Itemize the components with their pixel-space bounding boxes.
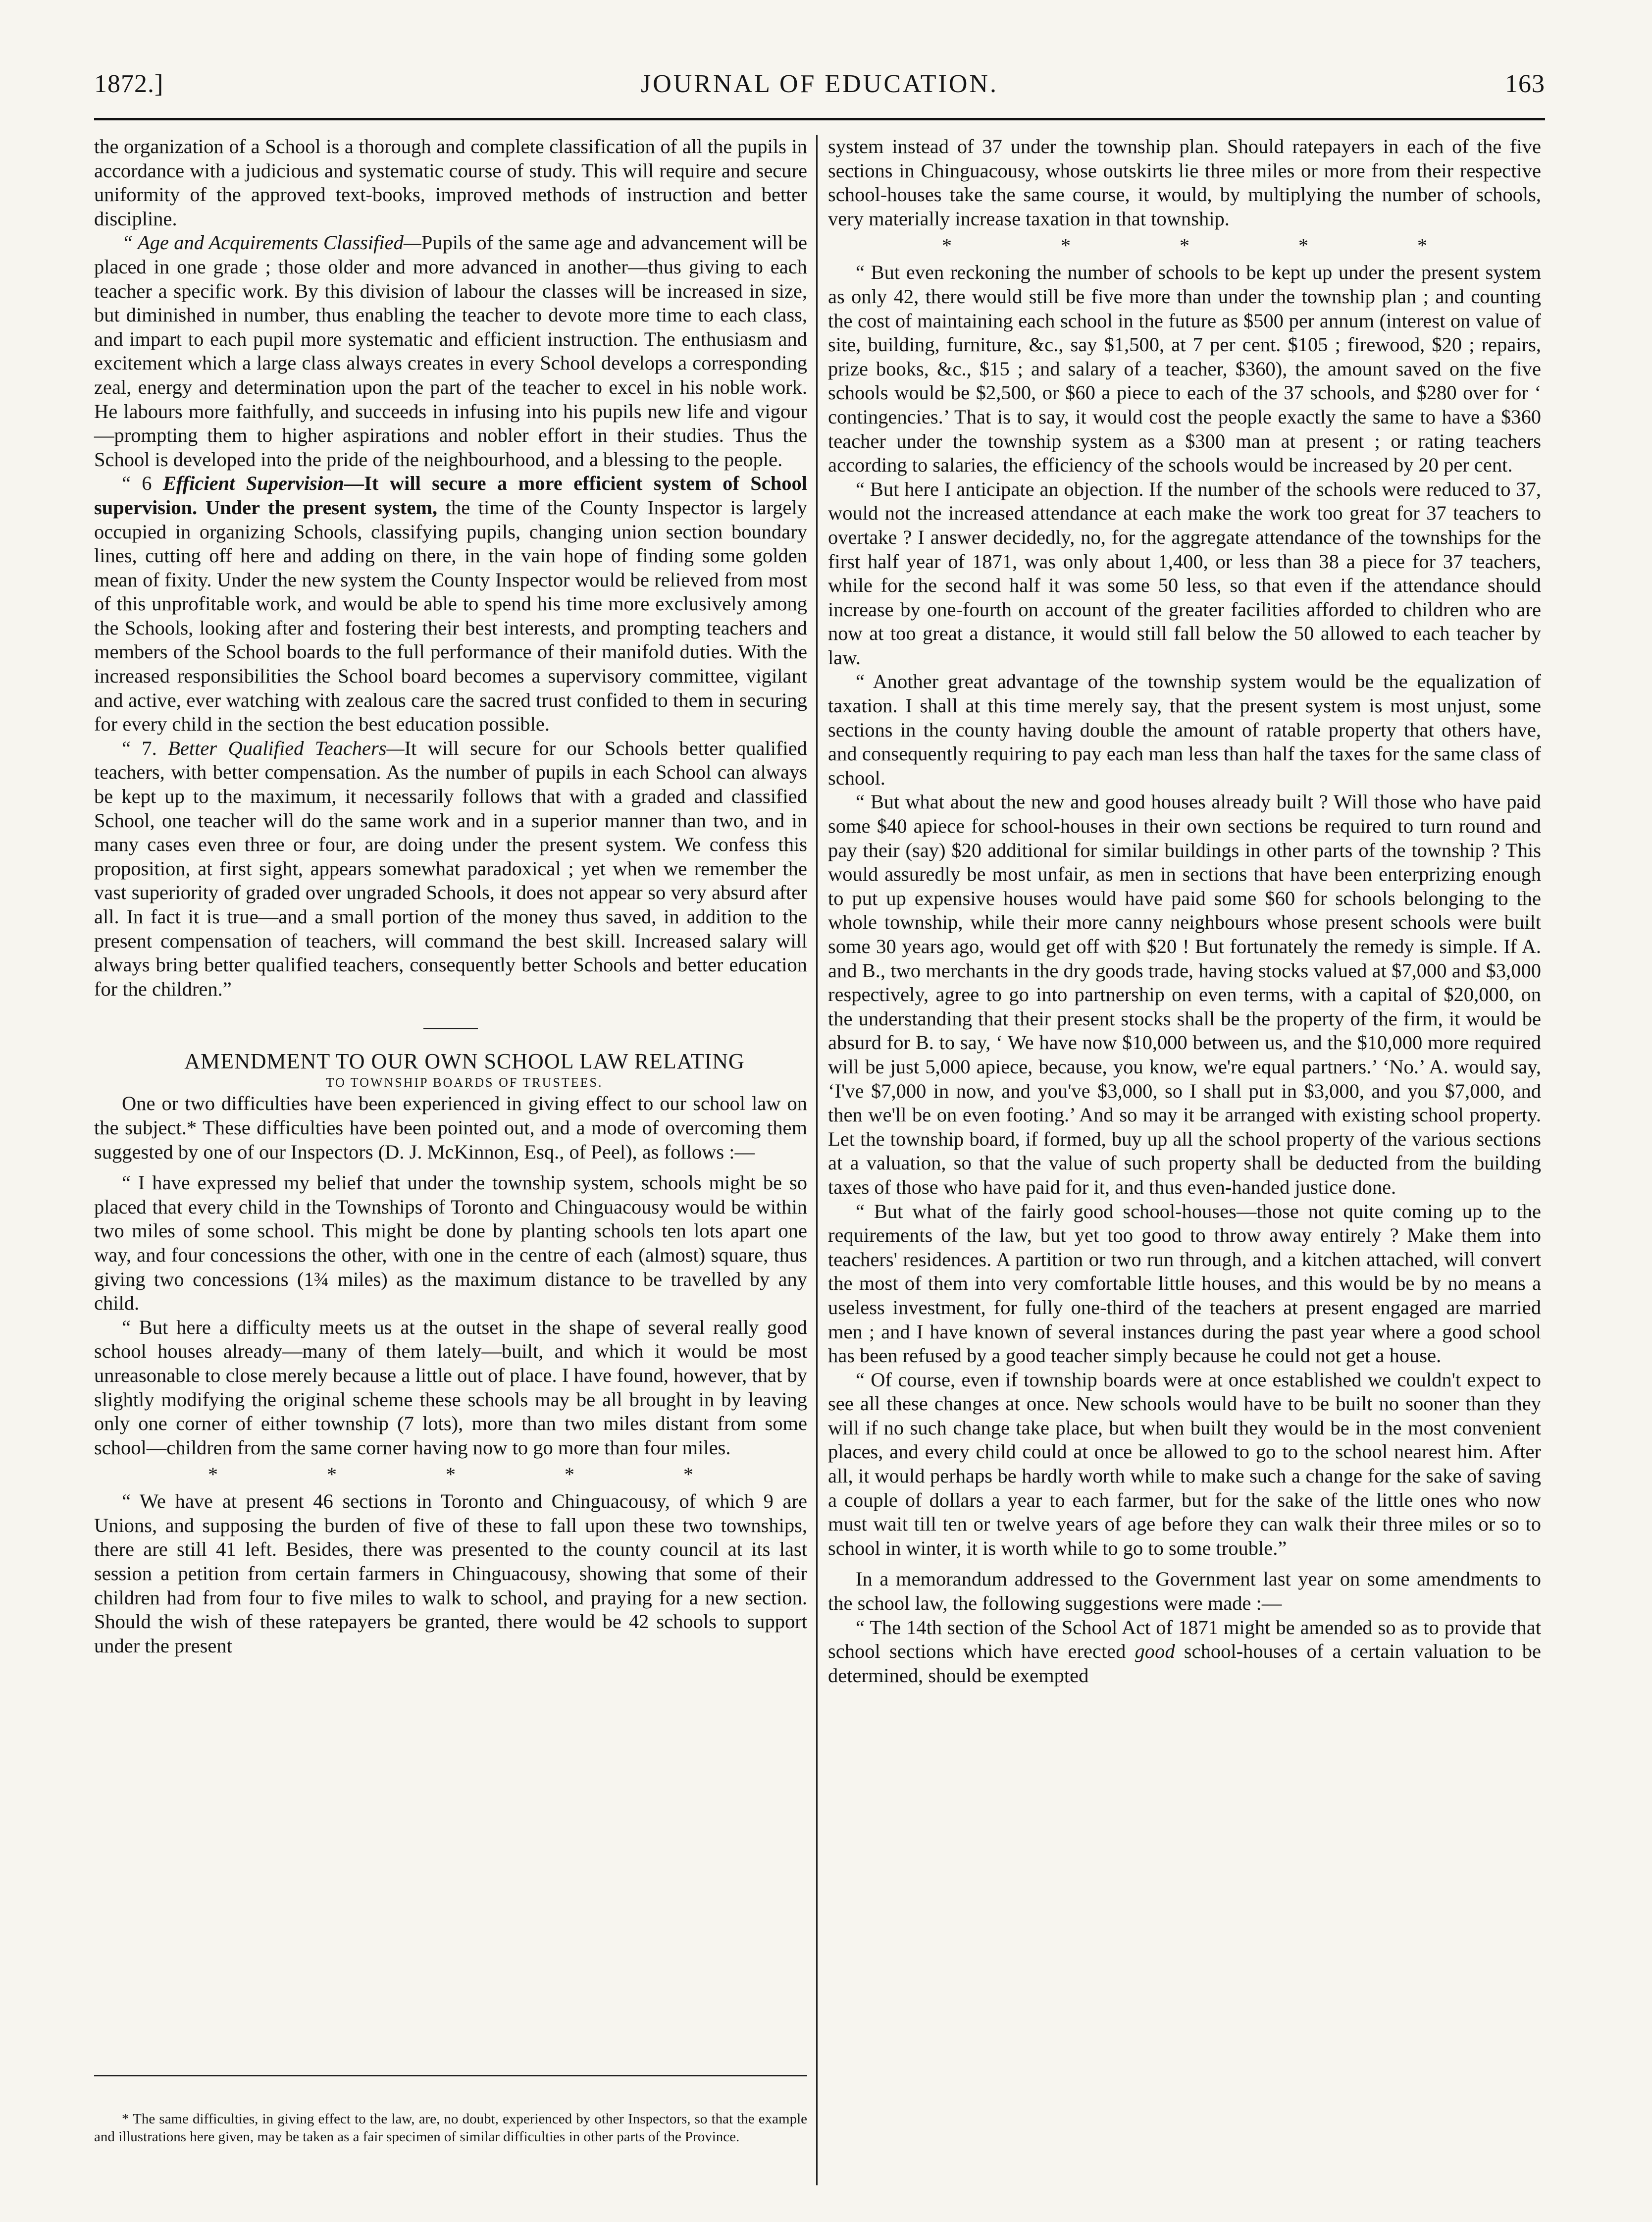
teachers-prefix: “ 7.: [122, 737, 168, 759]
right-column: [828, 135, 1541, 2190]
left-column: [94, 135, 807, 2146]
column-divider: [816, 135, 818, 2185]
section-title: AMENDMENT TO OUR OWN SCHOOL LAW RELATING: [184, 1049, 745, 1074]
right-paragraph-1: system instead of 37 under the township plan. Should ratepayers in each of the five sections in Chinguacousy, whose outskirts lie three miles or more from their respective school-houses take the same course, it would, by multiplying the number of schools, very materially increase taxation in that township.: [828, 135, 1541, 230]
left-paragraph-6: “ I have expressed my belief that under the township system, schools might be so placed that every child in the Townships of Toronto and Chinguacousy would be within two miles of some school. This might be done by planting schools ten lots apart one way, and four concessions the other, with one in the centre of each (almost) square, thus giving two concessions (1¾ miles) as the maximum distance to be travelled by any child.: [94, 1171, 807, 1315]
supervision-prefix: “ 6: [122, 472, 163, 495]
right-paragraph-7: “ Of course, even if township boards were at once established we couldn't expect to see all these changes at once. New schools would have to be built no sooner than they will if no such change take place, but when built they would be in the most convenient places, and every child could at once be allowed to go to the school nearest him. After all, it would perhaps be hardly worth while to make such a change for the sake of saving a couple of dollars a year to each farmer, but for the sake of the little ones who now must wait till ten or twelve years of age before they can walk their three miles or so to school in winter, it is worth while to go to some trouble.”: [828, 1368, 1541, 1559]
teachers-body: It will secure for our Schools better qualified teachers, with better compensation. As the number of pupils in each School can always be kept up to the maximum, it necessarily follows that with a graded and classified School, one teacher will do the same work and in a superior manner than two, and in many cases even three or four, are doing under the present system. We confess this proposition, at first sight, appears somewhat paradoxical ; yet when we remember the vast superiority of graded over ungraded Schools, it does not appear so very absurd after all. In fact it is true—and a small portion of the money thus saved, in addition to the present compensation of teachers, will command the best skill. Increased salary will always bring better qualified teachers, consequently better Schools and better education for the children.”: [94, 737, 807, 1000]
supervision-heading: Efficient Supervision—: [162, 472, 364, 495]
section-subtitle: TO TOWNSHIP BOARDS OF TRUSTEES.: [326, 1075, 603, 1090]
supervision-body: the time of the County Inspector is largely occupied in organizing Schools, classifying pupils, changing union section boundary lines, cutting off here and adding on there, in the vain hope of finding some golden mean of fixity. Under the new system the County Inspector would be relieved from most of this unprofitable work, and would be able to spend his time more exclusively among the Schools, looking after and fostering their best interests, and prompting teachers and members of the School boards to the full performance of their manifold duties. With the increased responsibilities the School board becomes a supervisory committee, vigilant and active, ever watching with zealous care the sacred trust confided to them in securing for every child in the section the best education possible.: [94, 496, 807, 736]
right-paragraph-5: “ But what about the new and good houses already built ? Will those who have paid some $40 apiece for school-houses in their own sections be required to turn round and pay their (say) $20 additional for similar buildings in other parts of the township ? This would assuredly be most unfair, as men in sections that have been enterprizing enough to put up expensive houses would have paid some $60 for schools belonging to the whole township, while their more canny neighbours whose present schools were built some 30 years ago, would get off with $20 ! But fortunately the remedy is simple. If A. and B., two merchants in the dry goods trade, having stocks valued at $7,000 and $3,000 respectively, agree to go into partnership on even terms, with a capital of $20,000, on the understanding that their present stocks shall be the property of the firm, it would be absurd for B. to say, ‘ We have now $10,000 between us, and the $10,000 more required will be just 5,000 apiece, because, you know, we're equal partners.’ ‘No.’ A. would say, ‘I've $7,000 in now, and you've $3,000, so I shall put in $3,000, and you $7,000, and then we'll be on even footing.’ And so may it be arranged with existing school property. Let the township board, if formed, buy up all the school property of the various sections at a valuation, so that the value of such property shall be deducted from the building taxes of those who have paid for it, and thus even-handed justice done.: [828, 791, 1541, 1198]
footnote-rule: [94, 2075, 807, 2076]
age-acquirements-heading: “ Age and Acquirements Classified—: [122, 231, 421, 254]
journal-title: JOURNAL OF EDUCATION.: [641, 70, 998, 98]
right-paragraph-8: In a memorandum addressed to the Government last year on some amendments to the school law, the following suggestions were made :—: [828, 1568, 1541, 1615]
left-paragraph-2: [94, 231, 807, 472]
right-paragraph-9: [828, 1616, 1541, 1688]
amendment-text-end: school-houses of a certain valuation to be determined, should be exempted: [828, 1640, 1541, 1687]
right-star-separator: * * * * *: [942, 234, 1427, 257]
footnote: * The same difficulties, in giving effect to the law, are, no doubt, experienced by other Inspectors, so that the example and illustrations here given, may be taken as a fair specimen of similar difficulties in other parts of the Province.: [94, 2111, 807, 2145]
amendment-text-start: “ The 14th section of the School Act of 1871 might be amended so as to provide that school sections which have erected: [828, 1616, 1541, 1663]
header-year: 1872.]: [94, 70, 164, 98]
left-paragraph-4: [94, 737, 807, 1002]
left-paragraph-7: “ But here a difficulty meets us at the outset in the shape of several really good school houses already—many of them lately—built, and which it would be most unreasonable to close merely because a little out of place. I have found, however, that by slightly modifying the original scheme these schools may be all brought in by leaving only one corner of either township (7 lots), more than two miles distant from some school—children from the same corner having now to go more than four miles.: [94, 1316, 807, 1459]
page-number: 163: [1505, 70, 1545, 98]
page-header: [94, 69, 1545, 107]
left-star-separator: * * * * *: [208, 1463, 693, 1486]
left-paragraph-1: the organization of a School is a thorough and complete classification of all the pupils in accordance with a judicious and systematic course of study. This will require and secure uniformity of the approved text-books, improved methods of instruction and better discipline.: [94, 135, 807, 230]
right-paragraph-2: “ But even reckoning the number of schools to be kept up under the present system as only 42, there would still be five more than under the township plan ; and counting the cost of maintaining each school in the future as $500 per annum (interest on value of site, building, furniture, &c., say $1,500, at 7 per cent. $105 ; firewood, $20 ; repairs, prize books, &c., $15 ; and salary of a teacher, $360), the amount saved on the five schools would be $2,500, or $60 a piece to each of the 37 schools, and $280 over for ‘ contingencies.’ That is to say, it would cost the people exactly the same to have a $360 teacher under the township system as a $300 man at present ; or rating teachers according to salaries, the efficiency of the schools would be increased by 20 per cent.: [828, 261, 1541, 476]
supervision-bold-text: It will secure a more efficient system of School supervision. Under the present system,: [94, 472, 807, 519]
section-separator-rule: [423, 1028, 478, 1029]
amendment-italic-word: good: [1135, 1640, 1175, 1663]
header-rule: [94, 118, 1545, 120]
age-acquirements-body: Pupils of the same age and advancement will be placed in one grade ; those older and more advanced in another—thus giving to each teacher a specific work. By this division of labour the classes will be increased in size, but diminished in number, thus enabling the teacher to devote more time to each class, and impart to each pupil more systematic and efficient instruction. The enthusiasm and excitement which a large class always creates in every School develops a corresponding zeal, energy and determination upon the part of the teacher to excel in his noble work. He labours more faithfully, and succeeds in infusing into his pupils new life and vigour—prompting them to higher aspirations and nobler effort in their studies. Thus the School is developed into the pride of the neighbourhood, and a blessing to the people.: [94, 231, 807, 471]
right-paragraph-3: “ But here I anticipate an objection. If the number of the schools were reduced to 37, would not the increased attendance at each make the work too great for 37 teachers to overtake ? I answer decidedly, no, for the aggregate attendance of the townships for the first half year of 1871, was only about 1,400, or less than 38 a piece for 37 teachers, while for the second half it was some 50 less, so that even if the attendance should increase by one-fourth on account of the greater facilities afforded to children who are now at too great a distance, it would still fall below the 50 allowed to each teacher by law.: [828, 477, 1541, 669]
left-paragraph-8: “ We have at present 46 sections in Toronto and Chinguacousy, of which 9 are Unions, and supposing the burden of five of these to fall upon these two townships, there are still 41 left. Besides, there was presented to the county council at its last session a petition from certain farmers in Chinguacousy, showing that some of their children had from four to five miles to walk to school, and praying for a new section. Should the wish of these ratepayers be granted, there would be 42 schools to support under the present: [94, 1490, 807, 1657]
teachers-heading: Better Qualified Teachers—: [168, 737, 405, 759]
right-paragraph-4: “ Another great advantage of the township system would be the equalization of taxation. I shall at this time merely say, that the present system is most unjust, some sections in the county having double the amount of ratable property that others have, and consequently requiring to pay each man less than half the taxes for the same class of school.: [828, 670, 1541, 789]
left-paragraph-3: [94, 472, 807, 737]
right-paragraph-6: “ But what of the fairly good school-houses—those not quite coming up to the requirements of the law, but yet too good to throw away entirely ? Make them into teachers' residences. A partition or two run through, and a kitchen attached, will convert the most of them into very comfortable little houses, and this would be by no means a useless investment, for fully one-third of the teachers at present engaged are married men ; and I have known of several instances during the past year where a good school has been refused by a good teacher simply because he could not get a house.: [828, 1200, 1541, 1367]
left-paragraph-5: One or two difficulties have been experienced in giving effect to our school law on the subject.* These difficulties have been pointed out, and a mode of overcoming them suggested by one of our Inspectors (D. J. McKinnon, Esq., of Peel), as follows :—: [94, 1092, 807, 1163]
